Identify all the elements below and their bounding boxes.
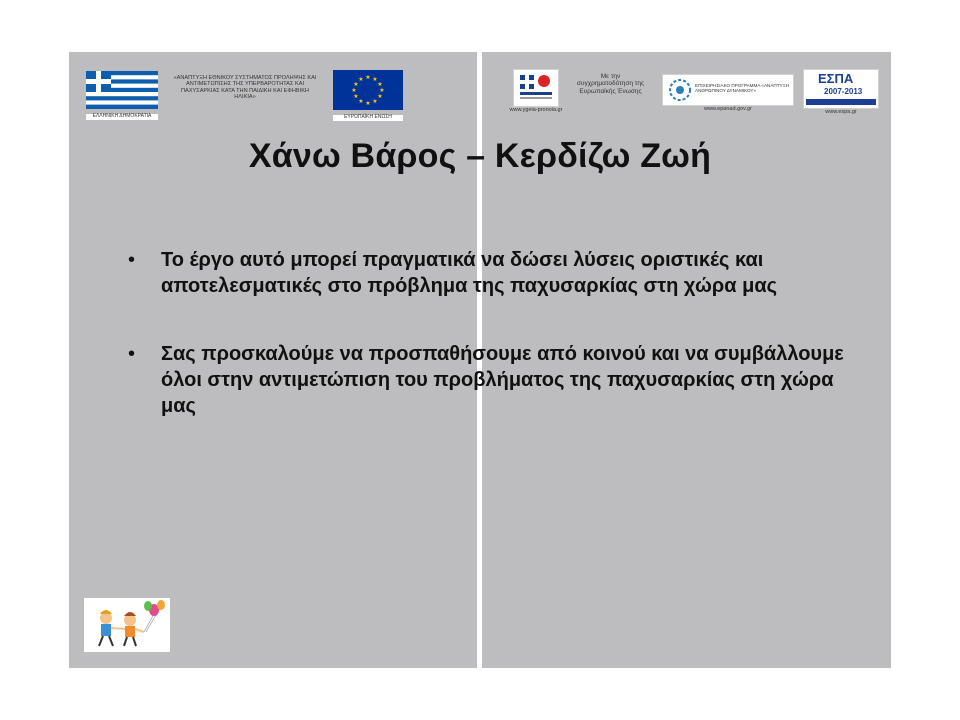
ministry-url: www.ygeia-pronoia.gr <box>509 107 563 113</box>
program-url: www.epanad.gov.gr <box>704 106 752 112</box>
bullet-text: Σας προσκαλούμε να προσπαθήσουμε από κοινού και να συμβάλλουμε όλοι στην αντιμετώπιση του προβλήματος της παχυσαρκίας στη χώρα μας <box>161 343 844 417</box>
bullet-item <box>128 247 848 299</box>
svg-text:★: ★ <box>358 76 364 83</box>
bullet-symbol: • <box>128 249 136 271</box>
ministry-logo <box>509 69 563 117</box>
children-with-balloons-icon <box>84 598 170 652</box>
svg-text:★: ★ <box>365 74 371 81</box>
espa-url: www.espa.gr <box>825 109 857 115</box>
svg-text:★: ★ <box>372 98 378 105</box>
svg-text:★: ★ <box>379 87 385 94</box>
espa-stripe <box>806 99 876 105</box>
bullet-symbol: • <box>128 343 136 365</box>
eu-flag-caption: ΕΥΡΩΠΑΪΚΗ ΕΝΩΣΗ <box>333 115 403 121</box>
svg-text:★: ★ <box>353 81 359 88</box>
greek-flag-caption: ΕΛΛΗΝΙΚΗ ΔΗΜΟΚΡΑΤΙΑ <box>86 114 158 120</box>
espa-logo <box>803 69 879 117</box>
slide-title: Χάνω Βάρος – Κερδίζω Ζωή <box>248 137 712 175</box>
bullet-text: Το έργο αυτό μπορεί πραγματικά να δώσει λύσεις οριστικές και αποτελεσματικές στο πρόβλημα της παχυσαρκίας στη χώρα μας <box>161 249 778 297</box>
greek-flag-icon <box>86 71 158 109</box>
program-logo <box>662 74 794 116</box>
espa-label: ΕΣΠΑ <box>818 71 854 86</box>
eu-flag-logo <box>333 70 403 118</box>
bullet-list <box>128 247 848 419</box>
cofunding-text: Με την συγχρηματοδότηση της Ευρωπαϊκής Ένωσης <box>576 73 645 95</box>
svg-text:★: ★ <box>372 76 378 83</box>
svg-text:★: ★ <box>377 81 383 88</box>
svg-text:★: ★ <box>358 98 364 105</box>
program-text: ΕΠΙΧΕΙΡΗΣΙΑΚΟ ΠΡΟΓΡΑΜΜΑ «ΑΝΑΠΤΥΞΗ ΑΝΘΡΩΠΙΝΟΥ ΔΥΝΑΜΙΚΟΥ» <box>695 83 789 94</box>
greek-flag-logo <box>86 71 158 117</box>
svg-text:★: ★ <box>377 93 383 100</box>
children-illustration-logo <box>84 598 170 652</box>
bullet-item <box>128 341 848 419</box>
svg-text:★: ★ <box>365 100 371 107</box>
eu-flag-icon <box>333 70 403 110</box>
ministry-emblem-icon <box>514 70 558 106</box>
svg-text:★: ★ <box>351 87 357 94</box>
espa-years: 2007-2013 <box>824 87 863 96</box>
project-caption: «ΑΝΑΠΤΥΞΗ ΕΘΝΙΚΟΥ ΣΥΣΤΗΜΑΤΟΣ ΠΡΟΛΗΨΗΣ ΚΑΙ ΑΝΤΙΜΕΤΩΠΙΣΗΣ ΤΗΣ ΥΠΕΡΒΑΡΟΤΗΤΑΣ ΚΑΙ ΠΑΧΥΣΑΡΚΙΑΣ ΚΑΤΑ ΤΗΝ ΠΑΙΔΙΚΗ ΚΑΙ ΕΦΗΒΙΚΗ ΗΛΙΚΙΑ» <box>173 75 317 101</box>
svg-text:★: ★ <box>353 93 359 100</box>
program-emblem-icon <box>665 75 695 105</box>
